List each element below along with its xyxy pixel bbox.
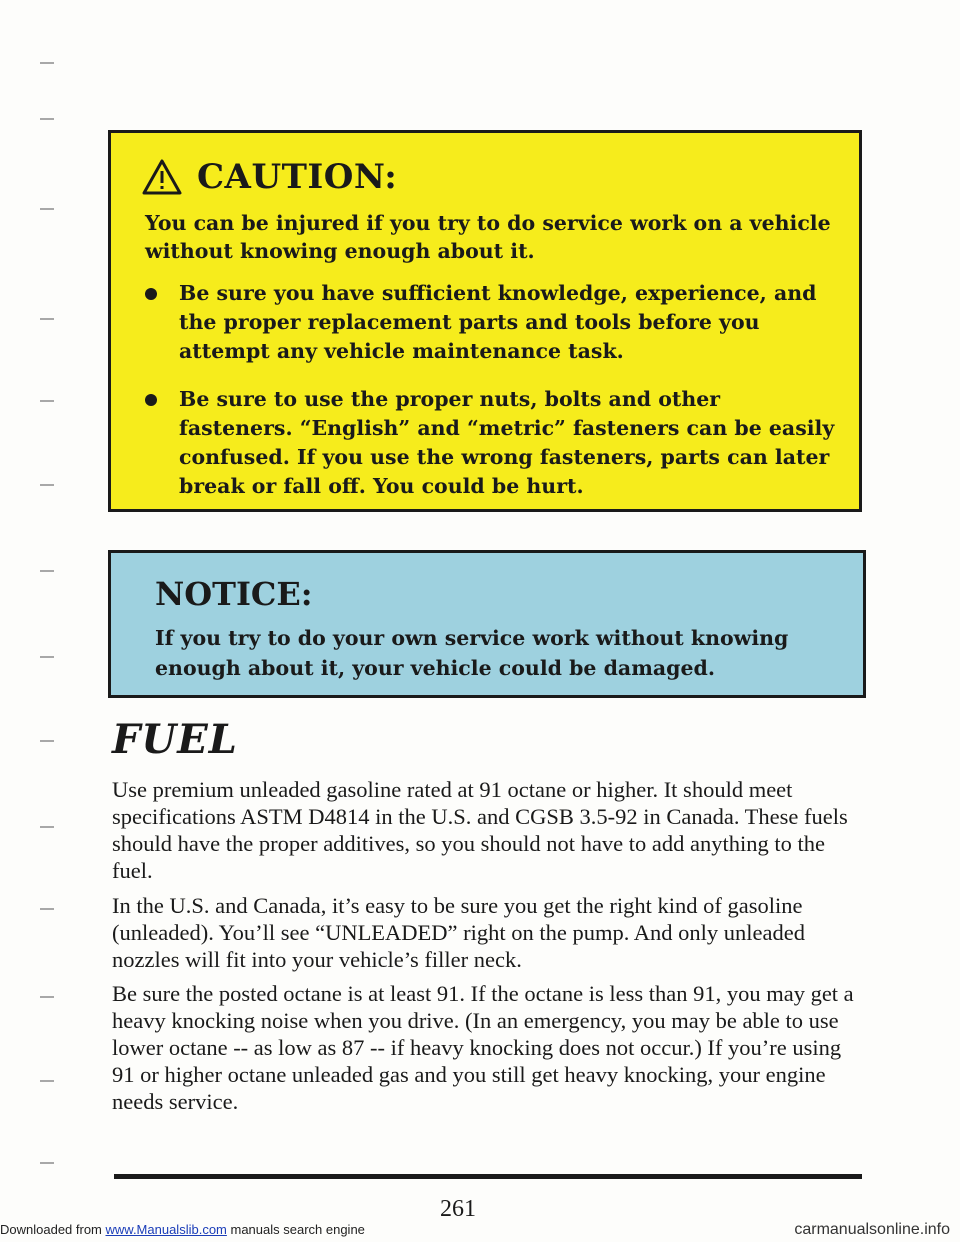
notice-box xyxy=(108,550,866,698)
margin-tick xyxy=(40,570,54,572)
notice-text: If you try to do your own service work without knowing enough about it, your vehicle could be damaged. xyxy=(155,626,789,680)
margin-tick xyxy=(40,1080,54,1082)
notice-title: NOTICE: xyxy=(155,575,313,613)
caution-intro: You can be injured if you try to do service work on a vehicle without knowing enough about it. xyxy=(145,211,831,263)
margin-tick xyxy=(40,208,54,210)
margin-tick xyxy=(40,1162,54,1164)
fuel-paragraph: In the U.S. and Canada, it’s easy to be sure you get the right kind of gasoline (unleaded). You’ll see “UNLEADED” right on the pump. And only unleaded nozzles will fit into your vehicle’s filler neck. xyxy=(112,893,805,972)
margin-tick xyxy=(40,62,54,64)
margin-tick xyxy=(40,740,54,742)
caution-bullet-text: Be sure to use the proper nuts, bolts and other fasteners. “English” and “metric” fasteners can be easily confused. If you use the wrong fasteners, parts can later break or fall off. You could be hurt. xyxy=(179,387,835,498)
caution-bullet xyxy=(145,385,835,501)
margin-tick-marks xyxy=(0,0,80,1242)
caution-title: CAUTION: xyxy=(197,157,398,197)
fuel-paragraph: Use premium unleaded gasoline rated at 91 octane or higher. It should meet specifications ASTM D4814 in the U.S. and CGSB 3.5-92 in Canada. These fuels should have the proper additives, so you should not have to add anything to the fuel. xyxy=(112,777,848,883)
margin-tick xyxy=(40,400,54,402)
caution-bullet-text: Be sure you have sufficient knowledge, experience, and the proper replacement parts and tools before you attempt any vehicle maintenance task. xyxy=(179,281,817,363)
footer-prefix: Downloaded from xyxy=(0,1222,106,1237)
caution-box xyxy=(108,130,862,512)
caution-header xyxy=(141,157,397,197)
caution-bullet xyxy=(145,279,835,366)
download-source-footer xyxy=(0,1222,365,1237)
footer-suffix: manuals search engine xyxy=(226,1222,365,1237)
footer-rule xyxy=(114,1174,862,1179)
margin-tick xyxy=(40,118,54,120)
margin-tick xyxy=(40,826,54,828)
margin-tick xyxy=(40,996,54,998)
margin-tick xyxy=(40,318,54,320)
bullet-dot-icon xyxy=(145,288,157,300)
watermark-site: carmanualsonline.info xyxy=(794,1221,950,1238)
bullet-dot-icon xyxy=(145,394,157,406)
section-heading-fuel: FUEL xyxy=(112,716,238,763)
margin-tick xyxy=(40,484,54,486)
page-number: 261 xyxy=(440,1196,476,1222)
manualslib-link[interactable]: www.Manualslib.com xyxy=(105,1222,227,1237)
margin-tick xyxy=(40,908,54,910)
warning-triangle-icon xyxy=(141,158,183,196)
margin-tick xyxy=(40,656,54,658)
fuel-paragraph: Be sure the posted octane is at least 91. If the octane is less than 91, you may get a heavy knocking noise when you drive. (In an emergency, you may be able to use lower octane -- as low as 87 -- if heavy knocking does not occur.) If you’re using 91 or higher octane unleaded gas and you still get heavy knocking, your engine needs service. xyxy=(112,981,854,1114)
